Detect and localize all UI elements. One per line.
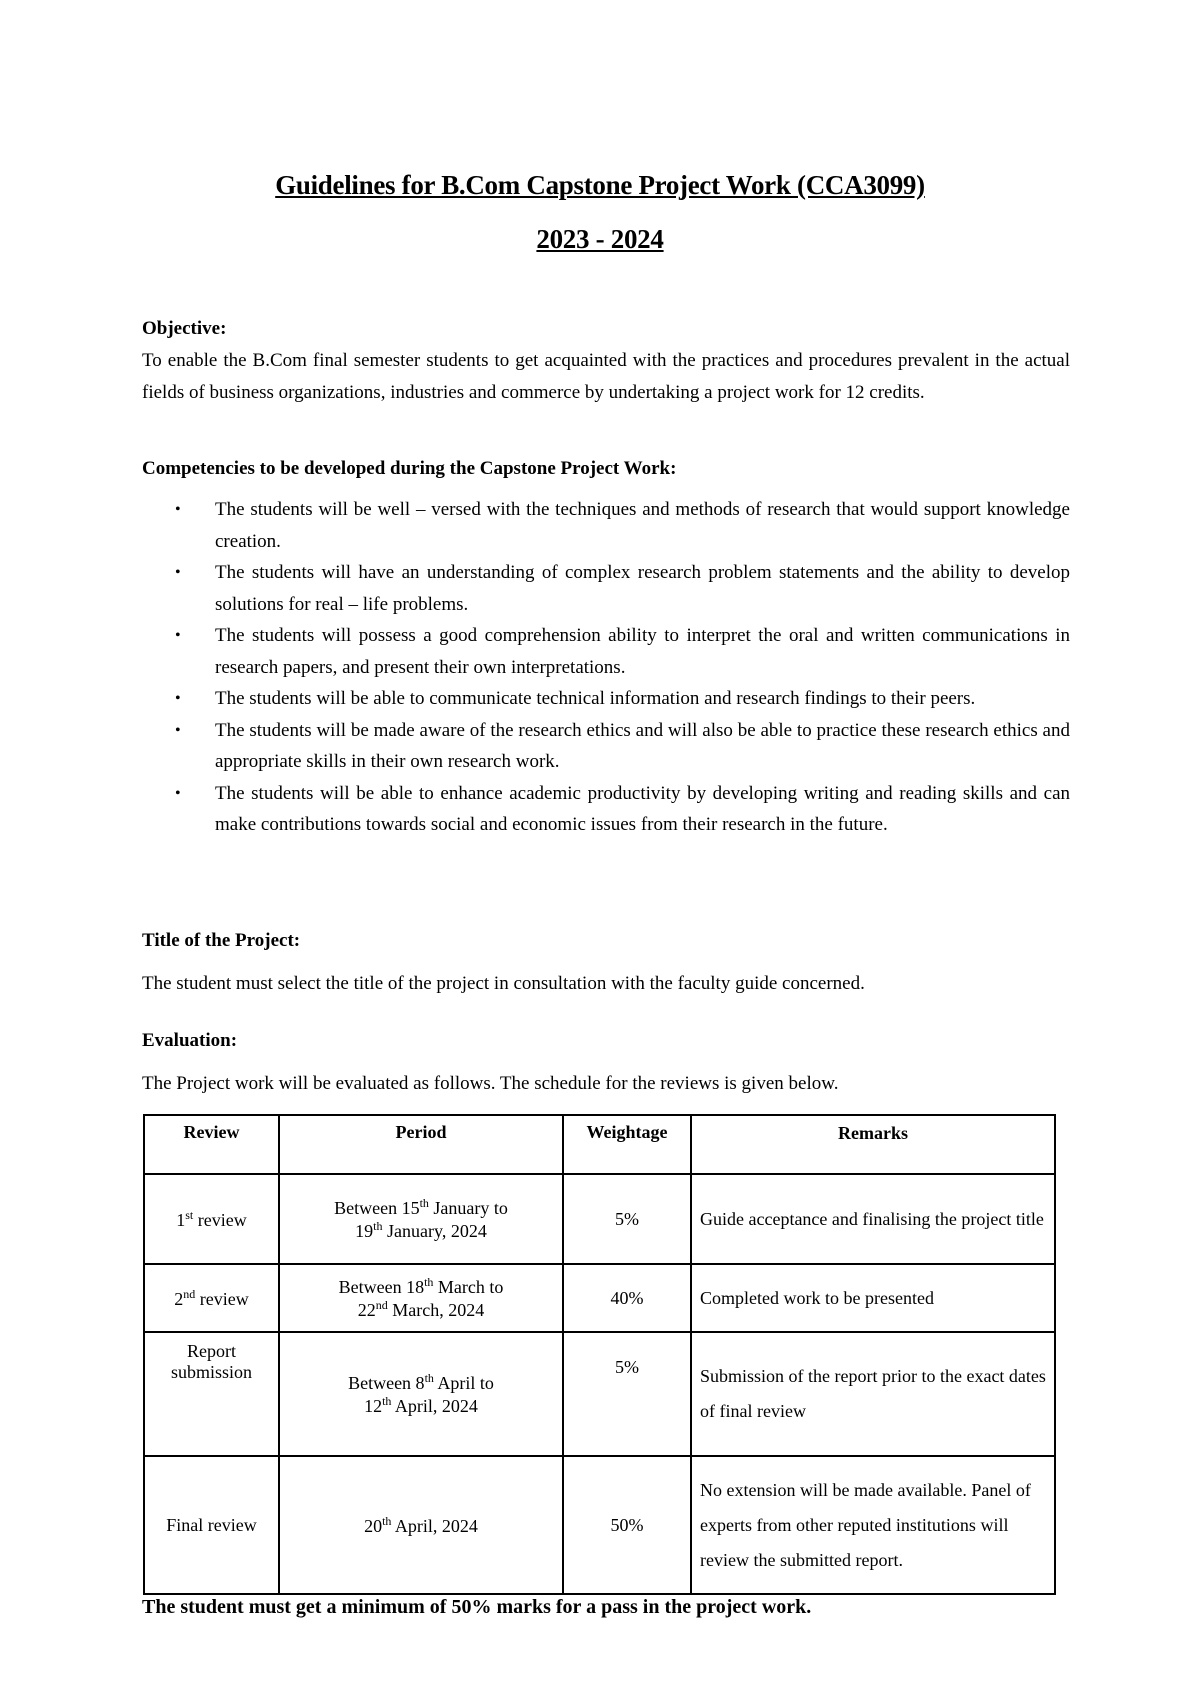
period-text: January, 2024 <box>382 1221 487 1241</box>
period-text: 19 <box>355 1221 374 1241</box>
ordinal-suffix: st <box>185 1207 194 1222</box>
list-item <box>142 620 1070 683</box>
bullet-icon: • <box>175 784 181 802</box>
period-cell <box>279 1264 563 1332</box>
bullet-icon: • <box>175 690 181 707</box>
period-text: 22 <box>357 1300 376 1320</box>
review-cell <box>144 1174 279 1264</box>
period-text: March, 2024 <box>387 1300 485 1320</box>
period-text: April, 2024 <box>391 1515 478 1536</box>
project-title-text: The student must select the title of the project in consultation with the faculty guide concerned. <box>142 973 865 994</box>
objective-text: To enable the B.Com final semester students to get acquainted with the practices and procedures prevalent in the actual fields of business organizations, industries and commerce by undertaking a project work for 12 credits. <box>142 350 1070 403</box>
period-text: April, 2024 <box>391 1396 478 1416</box>
column-header-period: Period <box>279 1115 563 1174</box>
remarks-cell: No extension will be made available. Panel of experts from other reputed institutions will review the submitted report. <box>691 1456 1055 1594</box>
remarks-cell: Completed work to be presented <box>691 1264 1055 1332</box>
bullet-icon: • <box>175 627 181 644</box>
list-item-text: The students will be made aware of the research ethics and will also be able to practice these research ethics and appropriate skills in their own research work. <box>215 719 1070 772</box>
column-header-weightage: Weightage <box>563 1115 691 1174</box>
remarks-cell: Submission of the report prior to the exact dates of final review <box>691 1332 1055 1456</box>
list-item-text: The students will be well – versed with the techniques and methods of research that would support knowledge creation. <box>215 499 1070 552</box>
period-text: April to <box>433 1373 494 1393</box>
ordinal-suffix: th <box>419 1196 429 1210</box>
competencies-list <box>142 494 1070 841</box>
bullet-icon: • <box>175 501 181 518</box>
period-cell <box>279 1332 563 1456</box>
review-number: 1 <box>176 1209 186 1230</box>
review-label: review <box>195 1288 249 1309</box>
objective-heading: Objective: <box>142 318 227 339</box>
period-text: January to <box>428 1198 508 1218</box>
bullet-icon: • <box>175 721 181 739</box>
weightage-cell: 5% <box>563 1174 691 1264</box>
ordinal-suffix: th <box>424 1371 434 1385</box>
period-text: 20 <box>364 1515 383 1536</box>
evaluation-intro: The Project work will be evaluated as follows. The schedule for the reviews is given below. <box>142 1073 839 1094</box>
ordinal-suffix: th <box>373 1219 383 1233</box>
list-item-text: The students will be able to communicate technical information and research findings to their peers. <box>215 688 976 709</box>
period-text: Between 8 <box>348 1373 425 1393</box>
competencies-heading: Competencies to be developed during the Capstone Project Work: <box>142 458 677 479</box>
period-text: Between 15 <box>334 1198 420 1218</box>
table-row <box>144 1264 1055 1332</box>
evaluation-heading: Evaluation: <box>142 1030 238 1051</box>
list-item-text: The students will possess a good comprehension ability to interpret the oral and written communications in research papers, and present their own interpretations. <box>215 625 1070 678</box>
list-item <box>142 557 1070 620</box>
ordinal-suffix: th <box>424 1275 434 1289</box>
table-row <box>144 1174 1055 1264</box>
review-cell: Report submission <box>144 1332 279 1456</box>
list-item <box>142 494 1070 557</box>
project-title-heading: Title of the Project: <box>142 930 301 951</box>
list-item <box>142 683 1070 715</box>
period-cell <box>279 1174 563 1264</box>
document-title: Guidelines for B.Com Capstone Project Work (CCA3099) <box>275 170 925 200</box>
table-row <box>144 1456 1055 1594</box>
list-item <box>142 778 1070 841</box>
review-cell <box>144 1264 279 1332</box>
list-item-text: The students will be able to enhance academic productivity by developing writing and reading skills and can make contributions towards social and economic issues from their research in the future. <box>215 782 1070 835</box>
review-cell: Final review <box>144 1456 279 1594</box>
table-row <box>144 1332 1055 1456</box>
period-text: Between 18 <box>338 1277 425 1297</box>
ordinal-suffix: th <box>382 1513 392 1528</box>
list-item-text: The students will have an understanding of complex research problem statements and the ability to develop solutions for real – life problems. <box>215 562 1070 615</box>
remarks-cell: Guide acceptance and finalising the project title <box>691 1174 1055 1264</box>
period-cell <box>279 1456 563 1594</box>
bullet-icon: • <box>175 564 181 581</box>
review-number: 2 <box>174 1288 184 1309</box>
weightage-cell: 5% <box>563 1332 691 1456</box>
review-label: review <box>193 1209 247 1230</box>
academic-year: 2023 - 2024 <box>536 224 664 254</box>
list-item <box>142 715 1070 778</box>
weightage-cell: 40% <box>563 1264 691 1332</box>
ordinal-suffix: nd <box>183 1286 196 1301</box>
ordinal-suffix: th <box>382 1394 392 1408</box>
period-text: 12 <box>364 1396 383 1416</box>
column-header-remarks: Remarks <box>691 1115 1055 1174</box>
table-header-row <box>144 1115 1055 1174</box>
period-text: March to <box>433 1277 504 1297</box>
column-header-review: Review <box>144 1115 279 1174</box>
pass-requirement-note: The student must get a minimum of 50% marks for a pass in the project work. <box>142 1596 812 1618</box>
evaluation-schedule-table <box>143 1114 1056 1595</box>
ordinal-suffix: nd <box>375 1298 388 1312</box>
weightage-cell: 50% <box>563 1456 691 1594</box>
